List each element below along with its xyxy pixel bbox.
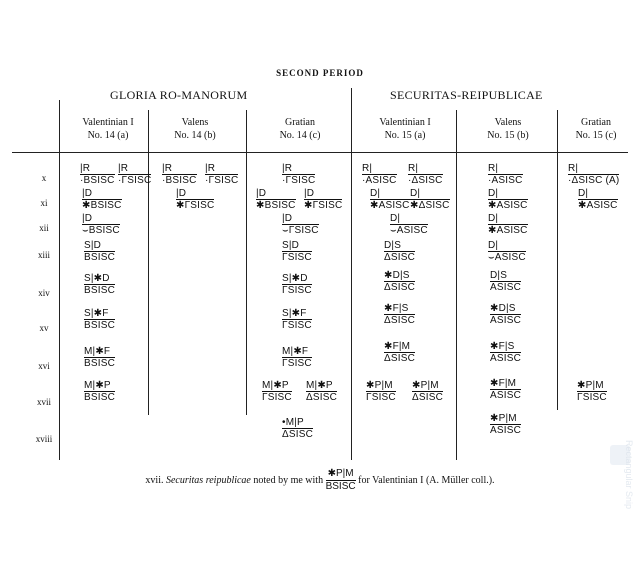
mintmark [256,188,296,211]
mintmark-top: D| [488,240,499,251]
mintmark-top: |D [282,213,293,224]
mintmark-top: R| [488,163,499,174]
mintmark [306,380,337,403]
mintmark-exergue: ·ΔSISC (A) [568,175,620,186]
mintmark-top: M|✱P [262,380,289,391]
mintmark-top: D| [410,188,421,199]
mintmark-exergue: ✱ΑSISC [578,200,618,211]
mintmark-exergue: ΔSISC [384,282,416,293]
mintmark [282,346,312,369]
mintmark [577,380,607,403]
mintmark [488,163,523,186]
mintmark [162,163,197,186]
row-label: xviii [35,434,53,444]
mintmark-top: |R [282,163,293,174]
mintmark-top: R| [568,163,579,174]
column-divider [59,100,60,460]
mintmark-top: M|✱F [282,346,309,357]
row-label: x [41,173,47,183]
mintmark-top: |D [176,188,187,199]
mintmark-top: |R [118,163,129,174]
mintmark-top: ✱F|S [384,303,409,314]
footnote [0,468,640,493]
mintmark-top: D| [488,188,499,199]
column-divider [557,110,558,410]
mintmark-exergue: ·ΓSISC [118,175,152,186]
mintmark-exergue: ΔSISC [384,353,416,364]
mintmark-exergue: ✱BSISC [256,200,296,211]
mintmark [84,273,115,296]
mintmark-top: |D [304,188,315,199]
mintmark [488,240,526,263]
mintmark-top: ✱F|M [384,341,411,352]
row-label: xii [39,223,49,233]
col-header-6: Gratian No. 15 (c) [575,117,617,141]
mintmark-exergue: ΓSISC [282,252,312,263]
column-divider [456,110,457,460]
mintmark-exergue: ΑSISC [490,282,522,293]
mintmark-top: ✱D|S [384,270,410,281]
mintmark [410,188,450,211]
mintmark-top: |D [82,188,93,199]
mintmark [282,273,312,296]
mintmark [384,240,415,263]
mintmark [118,163,151,186]
mintmark [282,308,312,331]
mintmark-top: D|S [384,240,402,251]
mintmark-exergue: ⌣ΑSISC [488,252,526,263]
mintmark [490,413,521,436]
mintmark [408,163,443,186]
group-gloria-heading: GLORIA RO-MANORUM [110,88,248,102]
mintmark [282,213,319,236]
mintmark-top: S|✱D [84,273,110,284]
mintmark [82,188,122,211]
mintmark-exergue: ✱ΑSISC [370,200,410,211]
mintmark-exergue: ⌣BSISC [82,225,120,236]
mintmark [578,188,618,211]
col-header-2: Valens No. 14 (b) [174,117,216,141]
mintmark [84,240,115,263]
mintmark-exergue: BSISC [84,358,116,369]
footnote-suffix: for Valentinian I (A. Müller coll.). [358,474,495,486]
footnote-mintmark [326,468,356,493]
row-label: xi [40,198,48,208]
mintmark [84,346,115,369]
mintmark [84,308,115,331]
mintmark-exergue: ⌣ΑSISC [390,225,428,236]
mintmark [176,188,214,211]
mintmark [84,380,115,403]
mintmark [488,213,528,236]
mintmark-top: |D [82,213,93,224]
footnote-mintmark-top: ✱P|M [326,468,356,481]
mintmark [490,303,521,326]
mintmark-exergue: ·BSISC [80,175,115,186]
mintmark-top: ✱P|M [412,380,439,391]
row-label: xiv [38,288,50,298]
mintmark-top: D| [578,188,589,199]
mintmark-exergue: ΑSISC [490,390,522,401]
mintmark-exergue: ·ΑSISC [488,175,523,186]
row-label: xv [39,323,49,333]
page-title: SECOND PERIOD [276,68,364,78]
mintmark [282,417,313,440]
mintmark-exergue: ✱ΓSISC [176,200,215,211]
col-header-1: Valentinian I No. 14 (a) [82,117,134,141]
mintmark-exergue: ΑSISC [490,353,522,364]
mintmark-exergue: ·ΓSISC [205,175,239,186]
row-label: xiii [37,250,50,260]
mintmark-exergue: ·ΔSISC [408,175,443,186]
mintmark-top: R| [362,163,373,174]
mintmark-exergue: ΓSISC [577,392,607,403]
mintmark-top: |D [256,188,267,199]
mintmark-exergue: ✱ΔSISC [410,200,450,211]
watermark-text: Rectangular Snip [624,440,634,510]
mintmark [412,380,443,403]
mintmark [490,270,521,293]
mintmark-top: ✱P|M [577,380,604,391]
mintmark [384,270,415,293]
mintmark [366,380,396,403]
mintmark-exergue: BSISC [84,320,116,331]
mintmark-top: S|✱F [282,308,307,319]
mintmark-exergue: ΓSISC [282,320,312,331]
mintmark [370,188,410,211]
mintmark-exergue: ✱BSISC [82,200,122,211]
mintmark-top: D| [488,213,499,224]
column-divider [246,110,247,415]
mintmark-exergue: ·ΓSISC [282,175,316,186]
col-header-5: Valens No. 15 (b) [487,117,529,141]
mintmark-top: |R [162,163,173,174]
mintmark-exergue: ΓSISC [282,285,312,296]
mintmark-exergue: BSISC [84,392,116,403]
mintmark-top: ✱F|S [490,341,515,352]
mintmark-top: ✱P|M [366,380,393,391]
mintmark-top: S|D [84,240,102,251]
footnote-mintmark-bottom: BSISC [325,481,356,492]
mintmark [490,378,521,401]
mintmark-exergue: ·BSISC [162,175,197,186]
footnote-middle: noted by me with [253,474,324,486]
mintmark-exergue: ✱ΑSISC [488,225,528,236]
mintmark [362,163,397,186]
mintmark-exergue: ⌣ΓSISC [282,225,319,236]
mintmark-exergue: ΓSISC [282,358,312,369]
mintmark-top: ✱D|S [490,303,516,314]
mintmark-top: M|✱F [84,346,111,357]
mintmark-top: D| [370,188,381,199]
mintmark-top: S|✱D [282,273,308,284]
mintmark-exergue: ΑSISC [490,425,522,436]
mintmark-exergue: ΔSISC [306,392,338,403]
mintmark [82,213,120,236]
footnote-prefix: xvii. [145,474,164,486]
mintmark-exergue: ΔSISC [384,315,416,326]
mintmark-top: M|✱P [306,380,333,391]
mintmark-top: |R [80,163,91,174]
mintmark [384,303,415,326]
mintmark [80,163,115,186]
mintmark-top: ✱F|M [490,378,517,389]
mintmark [262,380,292,403]
row-label: xvi [38,361,50,371]
mintmark-top: M|✱P [84,380,111,391]
column-divider [351,88,352,460]
mintmark-exergue: ΓSISC [262,392,292,403]
mintmark [205,163,238,186]
footnote-italic: Securitas reipublicae [165,474,251,486]
row-label: xvii [36,397,51,407]
mintmark [490,341,521,364]
mintmark [282,240,312,263]
col-header-4: Valentinian I No. 15 (a) [379,117,431,141]
col-header-3: Gratian No. 14 (c) [279,117,321,141]
column-divider [148,110,149,415]
mintmark-top: R| [408,163,419,174]
mintmark-top: S|D [282,240,300,251]
header-rule [12,152,628,153]
mintmark-top: S|✱F [84,308,109,319]
mintmark-top: D|S [490,270,508,281]
mintmark-exergue: ΓSISC [366,392,396,403]
mintmark-exergue: BSISC [84,252,116,263]
mintmark-exergue: BSISC [84,285,116,296]
mintmark [384,341,415,364]
mintmark-top: |R [205,163,216,174]
mintmark-top: •M|P [282,417,304,428]
mintmark-exergue: ΔSISC [282,429,314,440]
mintmark-top: ✱P|M [490,413,517,424]
mintmark-exergue: ✱ΓSISC [304,200,343,211]
mintmark-exergue: ΔSISC [384,252,416,263]
mintmark-top: D| [390,213,401,224]
mintmark-exergue: ΑSISC [490,315,522,326]
mintmark [282,163,315,186]
mintmark [390,213,428,236]
mintmark-exergue: ·ΑSISC [362,175,397,186]
mintmark-exergue: ✱ΑSISC [488,200,528,211]
mintmark-exergue: ΔSISC [412,392,444,403]
mintmark [488,188,528,211]
group-securitas-heading: SECURITAS-REIPUBLICAE [390,88,543,102]
mintmark [304,188,342,211]
mintmark [568,163,619,186]
